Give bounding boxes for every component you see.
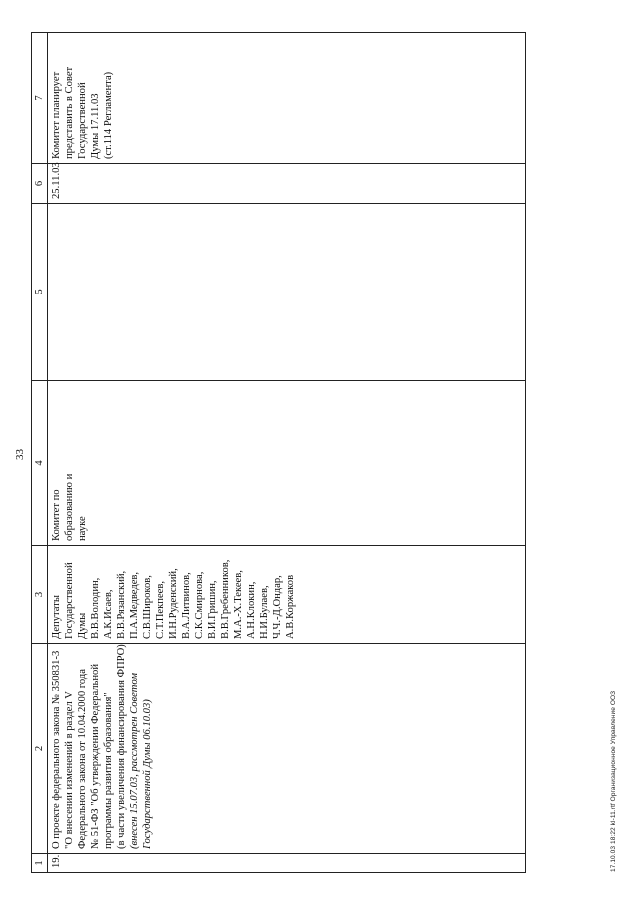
committee-line: Комитет по: [51, 489, 62, 541]
author-line: Государственной: [64, 562, 75, 639]
row-number: 19.: [48, 854, 300, 873]
author-line: В.В.Рязанский,: [116, 570, 127, 639]
bill-title-line: О проекте федерального закона № 350831-3: [51, 650, 62, 849]
author-line: М.А.-Х.Текеев,: [233, 570, 244, 639]
bill-status-line: (внесен 15.07.03, рассмотрен Советом: [129, 673, 140, 849]
bill-title-line: (в части увеличения финансирования ФПРО): [116, 644, 127, 849]
column-number-row: [32, 33, 48, 873]
author-line: Депутаты: [51, 595, 62, 639]
bill-title-line: программы развития образования": [103, 692, 114, 849]
column-number: 3: [32, 546, 48, 644]
committee-cell: [48, 381, 300, 546]
note-line: представить в Совет: [64, 66, 75, 159]
note-line: (ст.114 Регламента): [103, 71, 114, 159]
author-line: С.К.Смирнова,: [194, 571, 205, 639]
author-line: Думы: [77, 612, 88, 639]
author-line: С.Т.Пекпеев,: [155, 581, 166, 639]
page-number: 33: [14, 449, 26, 460]
author-line: А.В.Коржаков: [285, 574, 296, 639]
footer-file-info: 17.10.03 18:22 kl-11.rtf Организационное Управление ООЗ: [610, 690, 617, 872]
column-number: 2: [32, 644, 48, 854]
bills-table: [31, 32, 526, 873]
column-number: 4: [32, 381, 48, 546]
bill-title-cell: [48, 644, 300, 854]
author-line: В.В.Гребенников,: [220, 559, 231, 639]
note-line: Думы 17.11.03: [90, 93, 101, 159]
table-bottom-space: [299, 33, 526, 873]
date-cell: 25.11.03: [48, 164, 300, 204]
column-number: 7: [32, 33, 48, 164]
note-line: Государственной: [77, 82, 88, 159]
author-line: И.Н.Руденский,: [168, 568, 179, 639]
column-number: 5: [32, 204, 48, 381]
note-line: Комитет планирует: [51, 71, 62, 159]
author-line: Ч.Ч.-Д.Ондар,: [272, 575, 283, 639]
author-line: А.Н.Клокин,: [246, 581, 257, 639]
table-row: [48, 33, 300, 873]
authors-cell: [48, 546, 300, 644]
column-number: 1: [32, 854, 48, 873]
author-line: В.А.Литвинов,: [181, 572, 192, 639]
bill-status-line: Государственной Думы 06.10.03): [142, 699, 153, 849]
empty-cell: [48, 204, 300, 381]
committee-line: образованию и: [64, 473, 75, 541]
bill-title-line: Федерального закона от 10.04.2000 года: [77, 669, 88, 849]
author-line: А.К.Исаев,: [103, 589, 114, 639]
author-line: П.А.Медведев,: [129, 571, 140, 639]
committee-line: науке: [77, 516, 88, 541]
bill-title-line: "О внесении изменений в раздел V: [64, 691, 75, 849]
author-line: В.И.Гришин,: [207, 580, 218, 639]
author-line: Н.И.Булаев,: [259, 585, 270, 639]
author-line: В.В.Володин,: [90, 577, 101, 639]
bill-title-line: № 51-ФЗ "Об утверждении Федеральной: [90, 663, 101, 849]
column-number: 6: [32, 164, 48, 204]
author-line: С.В.Широков,: [142, 575, 153, 639]
note-cell: [48, 33, 300, 164]
